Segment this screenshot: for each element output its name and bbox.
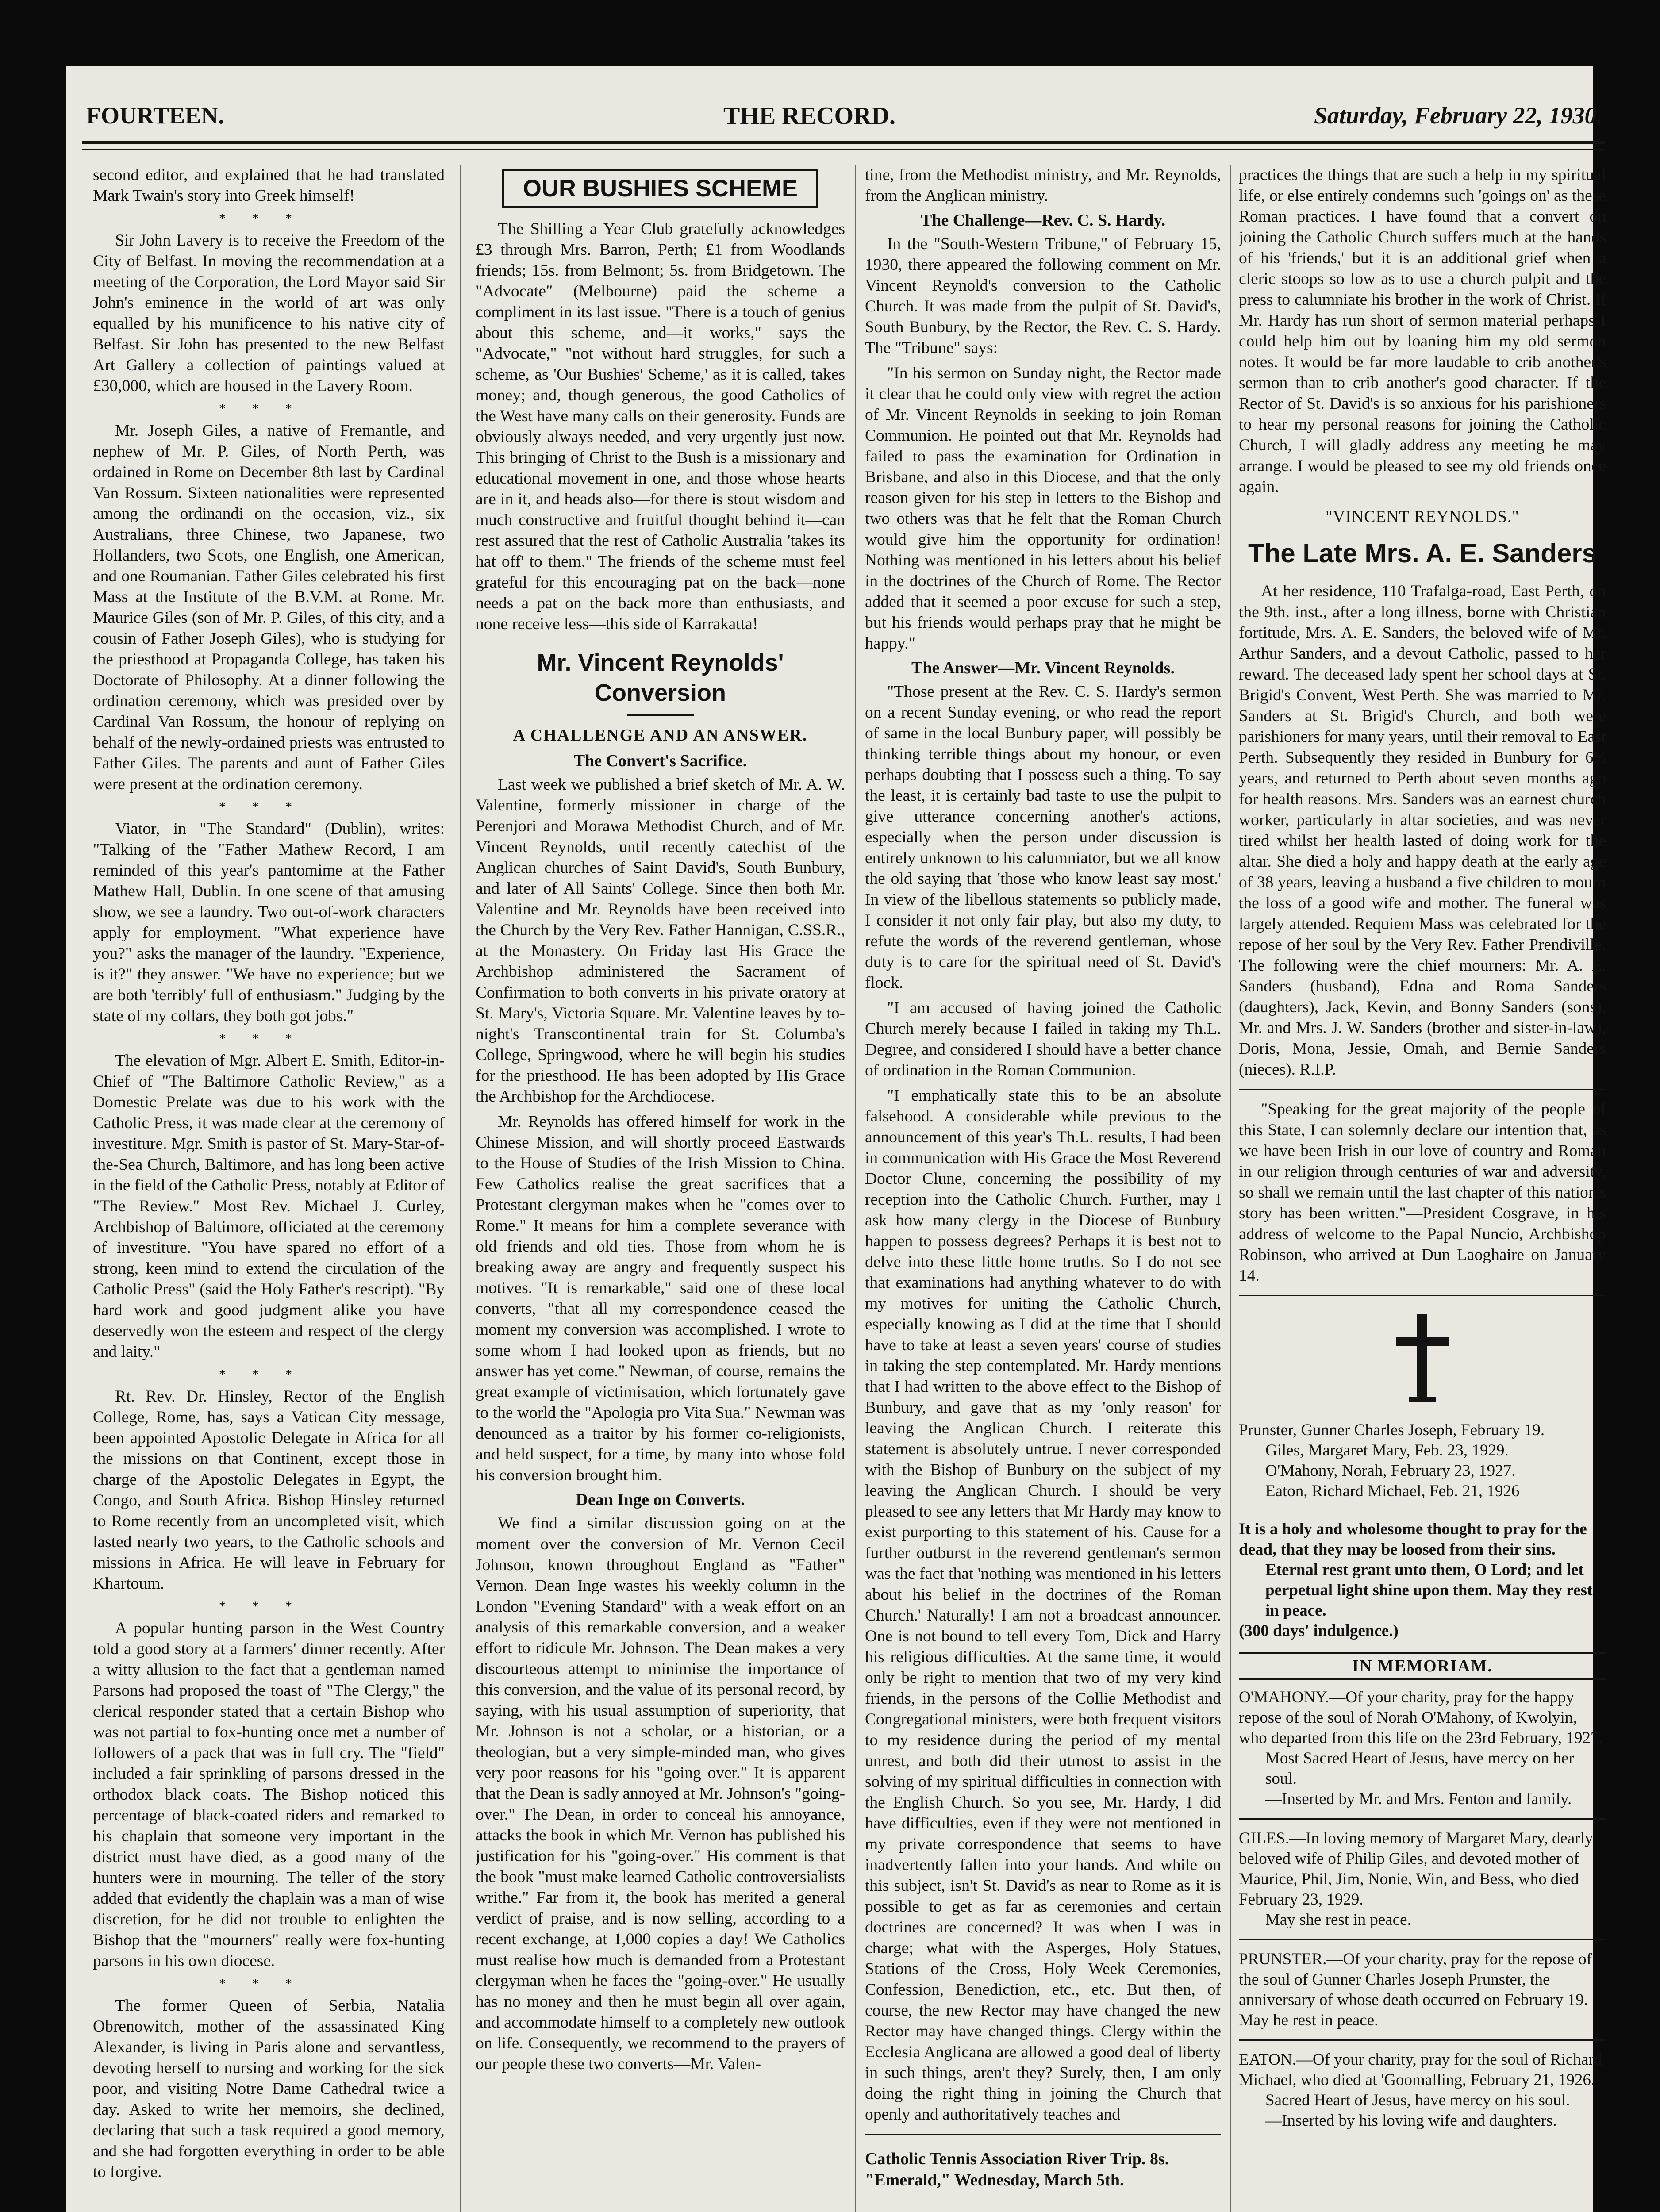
- memoriam-entry: —Inserted by Mr. and Mrs. Fenton and family.: [1265, 1790, 1572, 1808]
- article-paragraph: "Speaking for the great majority of the people of this State, I can solemnly declare our intention that, as we have been Irish in our love of country and Roman in our religion through centuries of war and adversity, so shall we remain until the last chapter of this nation's story has been written."—President Cosgrave, in his address of welcome to the Papal Nuncio, Archbishop Robinson, who arrived at Dun Laoghaire on January 14.: [1239, 1100, 1606, 1285]
- article-paragraph: We find a similar discussion going on at the moment over the conversion of Mr. Vernon Cecil Johnson, known throughout England as "Father" Vernon. Dean Inge wastes his weekly column in the London "Evening Standard" with a weak effort on an analysis of this remarkable conversion, and a weaker effort to ridicule Mr. Johnson. The Dean makes a very discourteous attempt to minimise the importance of this conversion, and the value of its personal record, by saying, with his usual assumption of superiority, that Mr. Johnson is not a scholar, or a historian, or a theologian, but a very simple-minded man, who gives very poor reasons for his "going over." It is apparent that the Dean is sadly annoyed at Mr. Johnson's "going-over." The Dean, in order to conceal his annoyance, attacks the book in which Mr. Vernon has published his justification for his "going-over." His comment is that the book "must make learned Catholic controversialists writhe." Far from it, the book has merited a general verdict of praise, and is now selling, according to a recent exchange, at 1,000 copies a day! We Catholics must realise how much is demanded from a Protestant clergyman when he faces the "going-over." He usually has no money and then he must begin all over again, and accommodate himself to a completely new outlook on life. Consequently, we recommend to the prayers of our people these two converts—Mr. Valen-: [476, 1514, 845, 2073]
- memoriam-entry: May she rest in peace.: [1265, 1911, 1411, 1929]
- article-paragraph: Rt. Rev. Dr. Hinsley, Rector of the English College, Rome, has, says a Vatican City message, been appointed Apostolic Delegate in Africa for all the missions on that Continent, except those in charge of the Apostolic Delegates in Egypt, the Congo, and South Africa. Bishop Hinsley returned to Rome recently from an uncompleted visit, which lasted nearly two years, to the Catholic schools and missions in Africa. He will leave in February for Khartoum.: [93, 1387, 445, 1593]
- article-paragraph: Viator, in "The Standard" (Dublin), writes: "Talking of the "Father Mathew Record, I am reminded of this year's pantomime at the Father Mathew Hall, Dublin. In one scene of that amusing show, we see a laundry. Two out-of-work characters apply for employment. "What experience have you?" asks the manager of the laundry. "Experience, is it?" they answer. "We have no experience; but we are both 'terribly' full of enthusiasm." Judging by the state of my collars, they both got jobs.": [93, 820, 445, 1025]
- page-header: [86, 102, 1602, 146]
- header-rule: [82, 141, 1605, 144]
- section-rule: [1239, 1939, 1606, 1940]
- article-paragraph: second editor, and explained that he had translated Mark Twain's story into Greek himself!: [93, 166, 445, 205]
- article-paragraph: The elevation of Mgr. Albert E. Smith, Editor-in-Chief of "The Baltimore Catholic Review," as a Domestic Prelate was due to his work with the Catholic Press, it was made clear at the ceremony of investiture. Mgr. Smith is pastor of St. Mary-Star-of-the-Sea Church, Baltimore, and has long been active in the field of the Catholic Press, notably at Editor of "The Review." Most Rev. Michael J. Curley, Archbishop of Baltimore, officiated at the ceremony of investiture. "You have spared no effort of a strong, keen mind to extend the circulation of the Catholic Press" (said the Holy Father's rescript). "By hard work and good judgment alike you have deservedly won the esteem and respect of the clergy and laity.": [93, 1052, 445, 1361]
- article-paragraph: A popular hunting parson in the West Country told a good story at a farmers' dinner recently. After a witty allusion to the fact that a gentleman named Parsons had proposed the toast of "The Clergy," the clerical responder stated that a certain Bishop who was not partial to fox-hunting once met a number of followers of a pack that was in full cry. The "field" included a fair sprinkling of parsons dressed in the orthodox black coats. The Bishop noticed this percentage of black-coated riders and remarked to his chaplain that someone very important in the district must have died, as a good many of the hunters were in mourning. The teller of the story added that evidently the chaplain was a man of wise discretion, for he did not trouble to enlighten the Bishop that the "mourners" really were fox-hunting parsons in his own diocese.: [93, 1619, 445, 1970]
- article-headline: Mr. Vincent Reynolds' Conversion: [537, 649, 784, 706]
- memoriam-entry: —Inserted by his loving wife and daughters.: [1265, 2112, 1557, 2130]
- obituary-headline: The Late Mrs. A. E. Sanders: [1248, 538, 1597, 568]
- column-divider: [855, 165, 856, 2212]
- headline-rule: [627, 714, 694, 716]
- column-divider: [460, 165, 461, 2212]
- indulgence: (300 days' indulgence.): [1239, 1622, 1399, 1640]
- page-number: FOURTEEN.: [86, 102, 224, 129]
- memoriam-entry: Most Sacred Heart of Jesus, have mercy on her soul.: [1265, 1749, 1574, 1788]
- memoriam-entry: O'MAHONY.—Of your charity, pray for the happy repose of the soul of Norah O'Mahony, of Kwolyin, who departed from this life on the 23rd February, 1927.: [1239, 1688, 1603, 1747]
- section-separator: ***: [219, 1031, 319, 1046]
- article-kicker: A CHALLENGE AND AN ANSWER.: [513, 726, 808, 745]
- signature: "VINCENT REYNOLDS.": [1326, 507, 1519, 526]
- article-paragraph: Sir John Lavery is to receive the Freedom of the City of Belfast. In moving the recommendation at a meeting of the Corporation, the Lord Mayor said Sir John's eminence in the world of art was only equalled by his munificence to his native city of Belfast. Sir John has presented to the new Belfast Art Gallery a collection of paintings valued at £30,000, which are housed in the Lavery Room.: [93, 231, 445, 395]
- subheading: The Convert's Sacrifice.: [573, 752, 747, 770]
- article-paragraph: The former Queen of Serbia, Natalia Obrenowitch, mother of the assassinated King Alexander, is living in Paris alone and servantless, devoting herself to nursing and working for the sick poor, and visiting Notre Dame Cathedral twice a day. Asked to write her memoirs, she declined, declaring that such a task required a good memory, and she had forgotten everything in order to be able to forgive.: [93, 1997, 445, 2181]
- cross-icon: [1396, 1314, 1449, 1402]
- section-rule: [1239, 2039, 1606, 2041]
- death-notice: Prunster, Gunner Charles Joseph, February 19.: [1239, 1421, 1545, 1439]
- article-paragraph: "In his sermon on Sunday night, the Rector made it clear that he could only view with regret the action of Mr. Vincent Reynolds in seeking to join Roman Communion. He pointed out that Mr. Reynolds had failed to pass the examination for Ordination in Brisbane, and also in this Diocese, and that the only reason given for his step in letters to the Bishop and two others was that he felt that the Roman Church would give him the opportunity for ordination! Nothing was mentioned in his letters about his belief in the doctrines of the Church of Rome. The Rector added that it seemed a poor excuse for such a step, but his friends would perhaps pray that he might be happy.": [865, 364, 1221, 653]
- article-paragraph: The Shilling a Year Club gratefully acknowledges £3 through Mrs. Barron, Perth; £1 from Woodlands friends; 15s. from Belmont; 5s. from Bridgetown. The "Advocate" (Melbourne) paid the scheme a compliment in its last issue. "There is a touch of genius about this scheme, and—it works," says the "Advocate," "not without hard struggles, for such a scheme, as 'Our Bushies' Scheme,' as it is called, takes money; and, though generous, the good Catholics of the West have many calls on their generosity. Funds are obviously always needed, and very urgently just now. This bringing of Christ to the Bush is a missionary and educational movement in one, and those whose hearts are in it, and heads also—for there is stout wisdom and much constructive and fruitful thought behind it—can rest assured that the rest of Catholic Australia 'takes its hat off' to them." The friends of the scheme must feel grateful for this encouraging pat on the back—none needs a pat on the back more than enthusiasts, and none receive less—this side of Karrakatta!: [476, 220, 845, 633]
- death-notice: O'Mahony, Norah, February 23, 1927.: [1265, 1462, 1516, 1480]
- section-separator: ***: [219, 1599, 319, 1613]
- article-paragraph: In the "South-Western Tribune," of February 15, 1930, there appeared the following comment on Mr. Vincent Reynold's conversion to the Catholic Church. It was made from the pulpit of St. David's, South Bunbury, by the Rector, the Rev. C. S. Hardy. The "Tribune" says:: [865, 235, 1221, 357]
- memoriam-entry: GILES.—In loving memory of Margaret Mary, dearly beloved wife of Philip Giles, and devoted mother of Maurice, Phil, Jim, Nonie, Win, and Bess, who died February 23, 1929.: [1239, 1829, 1593, 1909]
- prayer: Eternal rest grant unto them, O Lord; and let perpetual light shine upon them. May they rest in peace.: [1265, 1561, 1593, 1620]
- column-4: [1239, 165, 1606, 2212]
- section-rule: [1239, 1295, 1606, 1296]
- prayer: It is a holy and wholesome thought to pray for the dead, that they may be loosed from their sins.: [1239, 1520, 1587, 1559]
- subheading: The Answer—Mr. Vincent Reynolds.: [911, 659, 1175, 677]
- boxed-headline: OUR BUSHIES SCHEME: [502, 169, 818, 208]
- death-notice: Giles, Margaret Mary, Feb. 23, 1929.: [1265, 1441, 1509, 1459]
- article-paragraph: "I emphatically state this to be an absolute falsehood. A considerable while previous to the announcement of this year's Th.L. results, I had been in communication with His Grace the Most Reverend Doctor Clune, concerning the possibility of my reception into the Catholic Church. Further, may I ask how many clergy in the Diocese of Bunbury happen to possess degrees? Perhaps it is best not to delve into these little home truths. So I do not see that examinations had anything whatever to do with my motives for uniting the Catholic Church, especially knowing as I did at the time that I should have to take at least a seven years' course of studies in taking the step contemplated. Mr. Hardy mentions that I had written to the above effect to the Bishop of Bunbury, and gave that as my 'only reason' for leaving the Anglican Church. I reiterate this statement is absolutely untrue. I never corresponded with the Bishop of Bunbury on the subject of my leaving the Anglican Church. I should be very pleased to see any letters that Mr Hardy may know to exist purporting to this statement of his. Cause for a further outburst in the reverend gentleman's sermon was the fact that 'nothing was mentioned in his letters about his belief in the doctrines of the Roman Church.' Naturally! I am not a broadcast announcer. One is not bound to tell every Tom, Dick and Harry his religious difficulties. At the same time, it would only be right to mention that two of my very kind friends, in the persons of the Collie Methodist and Congregational ministers, were both frequent visitors to my residence during the period of my mental unrest, and both did their utmost to assist in the solving of my spiritual difficulties in connection with the English Church. So you see, Mr. Hardy, I did have difficulties, even if they were not mentioned in my private correspondence that seems to have inadvertently fallen into your hands. And while on this subject, isn't St. David's as near to Rome as it is possible to get as far as ceremonies and certain doctrines are concerned? It was when I was in charge; what with the Asperges, Holy Statues, Stations of the Cross, Holy Week Ceremonies, Confession, Benediction, etc., etc. But then, of course, the new Rector may have changed the new Rector may have changed things. Clergy within the Ecclesia Anglicana are allowed a good deal of liberty in such things, aren't they? Surely, then, I am only doing the right thing in joining the Church that openly and authoritatively teaches and: [865, 1087, 1221, 2124]
- header-rule-thin: [82, 149, 1605, 150]
- memoriam-entry: EATON.—Of your charity, pray for the soul of Richard Michael, who died at 'Goomalling, February 21, 1926.: [1239, 2051, 1602, 2089]
- notice: Catholic Tennis Association River Trip. 8s. "Emerald," Wednesday, March 5th.: [865, 2150, 1169, 2189]
- article-paragraph: tine, from the Methodist ministry, and Mr. Reynolds, from the Anglican ministry.: [865, 166, 1221, 205]
- article-paragraph: Mr. Reynolds has offered himself for work in the Chinese Mission, and will shortly proceed Eastwards to the House of Studies of the Irish Mission to China. Few Catholics realise the great sacrifices that a Protestant clergyman makes when he "comes over to Rome." It means for him a complete severance with old friends and old ties. Those from whom he is breaking away are angry and frequently suspect his motives. "It is remarkable," said one of these local converts, "that all my correspondence ceased the moment my conversion was accomplished. I wrote to some whom I had looked upon as friends, but no answer has yet come." Newman, of course, remains the great example of victimisation, which fortunately gave to the world the "Apologia pro Vita Sua." Newman was denounced as a traitor by his former co-religionists, and held suspect, for a time, by many into whose fold his conversion brought him.: [476, 1113, 845, 1484]
- in-memoriam-heading: IN MEMORIAM.: [1239, 1652, 1606, 1680]
- section-rule: [1239, 1818, 1606, 1820]
- article-paragraph: "Those present at the Rev. C. S. Hardy's sermon on a recent Sunday evening, or who read the report of same in the local Bunbury paper, will possibly be thinking terrible things about my honour, or even perhaps doubting that I possess such a thing. To say the least, it is certainly bad taste to use the pulpit to give utterance concerning another's actions, especially when the person under discussion is entirely unknown to his calumniator, but we all know the old saying that 'those who know least say most.' In view of the libellous statements so publicly made, I consider it not only fair play, but also my duty, to refute the words of the reverend gentleman, whose duty is to care for the spiritual need of St. David's flock.: [865, 683, 1221, 992]
- subheading: The Challenge—Rev. C. S. Hardy.: [920, 211, 1166, 230]
- memoriam-entry: PRUNSTER.—Of your charity, pray for the repose of the soul of Gunner Charles Joseph Prunster, the anniversary of whose death occurred on February 19. May he rest in peace.: [1239, 1950, 1592, 2029]
- article-paragraph: Mr. Joseph Giles, a native of Fremantle, and nephew of Mr. P. Giles, of North Perth, was ordained in Rome on December 8th last by Cardinal Van Rossum. Sixteen nationalities were represented among the ordinandi on the occasion, viz., six Australians, three Chinese, two Japanese, two Hollanders, two Scots, one English, one American, and one Roumanian. Father Giles celebrated his first Mass at the Institute of the B.V.M. at Rome. Mr. Maurice Giles (son of Mr. P. Giles, of this city, and a cousin of Father Joseph Giles), who is studying for the priesthood at Propaganda College, has taken his Doctorate of Philosophy. At a dinner following the ordination ceremony, which was presided over by Cardinal Van Rossum, the honour of replying on behalf of the newly-ordained priests was entrusted to Father Giles. The parents and aunt of Father Giles were present at the ordination ceremony.: [93, 422, 445, 793]
- subheading: Dean Inge on Converts.: [576, 1490, 745, 1509]
- column-1: [93, 165, 445, 2212]
- section-rule: [865, 2134, 1221, 2135]
- article-paragraph: At her residence, 110 Trafalga-road, East Perth, on the 9th. inst., after a long illness, borne with Christian fortitude, Mrs. A. E. Sanders, the beloved wife of Mr. Arthur Sanders, and a devout Catholic, passed to her reward. The deceased lady spent her school days at St. Brigid's Convent, West Perth. She was married to Mr. Sanders at St. Brigid's Church, and both were parishioners for many years, until their removal to East Perth. Subsequently they resided in Bunbury for 6½ years, and returned to Perth about seven months ago for health reasons. Mrs. Sanders was an earnest church worker, particularly in altar societies, and was never tired whilst her health lasted of doing work for the altar. She died a holy and happy death at the early age of 38 years, leaving a husband a five children to mourn the loss of a good wife and mother. The funeral was largely attended. Requiem Mass was celebrated for the repose of her soul by the Very Rev. Father Prendiville. The following were the chief mourners: Mr. A. E. Sanders (husband), Edna and Roma Sanders (daughters), Jack, Kevin, and Bonny Sanders (sons), Mr. and Mrs. J. W. Sanders (brother and sister-in-law), Doris, Mona, Jessie, Omah, and Bernie Sanders (nieces). R.I.P.: [1239, 582, 1606, 1079]
- section-rule: [1239, 1089, 1606, 1090]
- article-paragraph: practices the things that are such a help in my spiritual life, or else entirely condemns such 'goings on' as these Roman practices. I have found that a convert on joining the Catholic Church suffers much at the hands of his 'friends,' but it is an additional grief when a cleric stoops so low as to use a church pulpit and the press to calumniate his brother in the work of Christ. If Mr. Hardy has run short of sermon material perhaps I could help him out by loaning him my old sermon notes. It would be far more laudable to crib another's sermon than to crib another's good character. If the Rector of St. David's is so anxious for his parishioners to hear my personal reasons for joining the Catholic Church, I will gladly address any meeting he may arrange. I would be pleased to see my old friends once again.: [1239, 166, 1606, 496]
- section-separator: ***: [219, 401, 319, 416]
- column-divider: [1230, 165, 1231, 2212]
- memoriam-entry: Sacred Heart of Jesus, have mercy on his soul.: [1265, 2091, 1570, 2109]
- masthead: THE RECORD.: [723, 102, 895, 130]
- section-separator: ***: [219, 211, 319, 226]
- issue-date: Saturday, February 22, 1930.: [1314, 102, 1602, 129]
- death-notice: Eaton, Richard Michael, Feb. 21, 1926: [1265, 1482, 1520, 1500]
- column-3: [865, 165, 1221, 2212]
- column-2: [476, 165, 845, 2212]
- section-separator: ***: [219, 1976, 319, 1991]
- article-paragraph: "I am accused of having joined the Catholic Church merely because I failed in taking my Th.L. Degree, and considered I should have a better chance of ordination in the Roman Communion.: [865, 999, 1221, 1079]
- article-paragraph: Last week we published a brief sketch of Mr. A. W. Valentine, formerly missioner in charge of the Perenjori and Morawa Methodist Church, and of Mr. Vincent Reynolds, until recently catechist of the Anglican churches of Saint David's, South Bunbury, and later of All Saints' College. Since then both Mr. Valentine and Mr. Reynolds have been received into the Church by the Very Rev. Father Hannigan, C.SS.R., at the Monastery. On Friday last His Grace the Archbishop administered the Sacrament of Confirmation to both converts in his private oratory at St. Mary's, Victoria Square. Mr. Valentine leaves by to-night's Transcontinental train for St. Columba's College, Springwood, where he will begin his studies for the priesthood. He has been adopted by His Grace the Archbishop for the Archdiocese.: [476, 776, 845, 1106]
- section-separator: ***: [219, 1367, 319, 1382]
- section-separator: ***: [219, 799, 319, 814]
